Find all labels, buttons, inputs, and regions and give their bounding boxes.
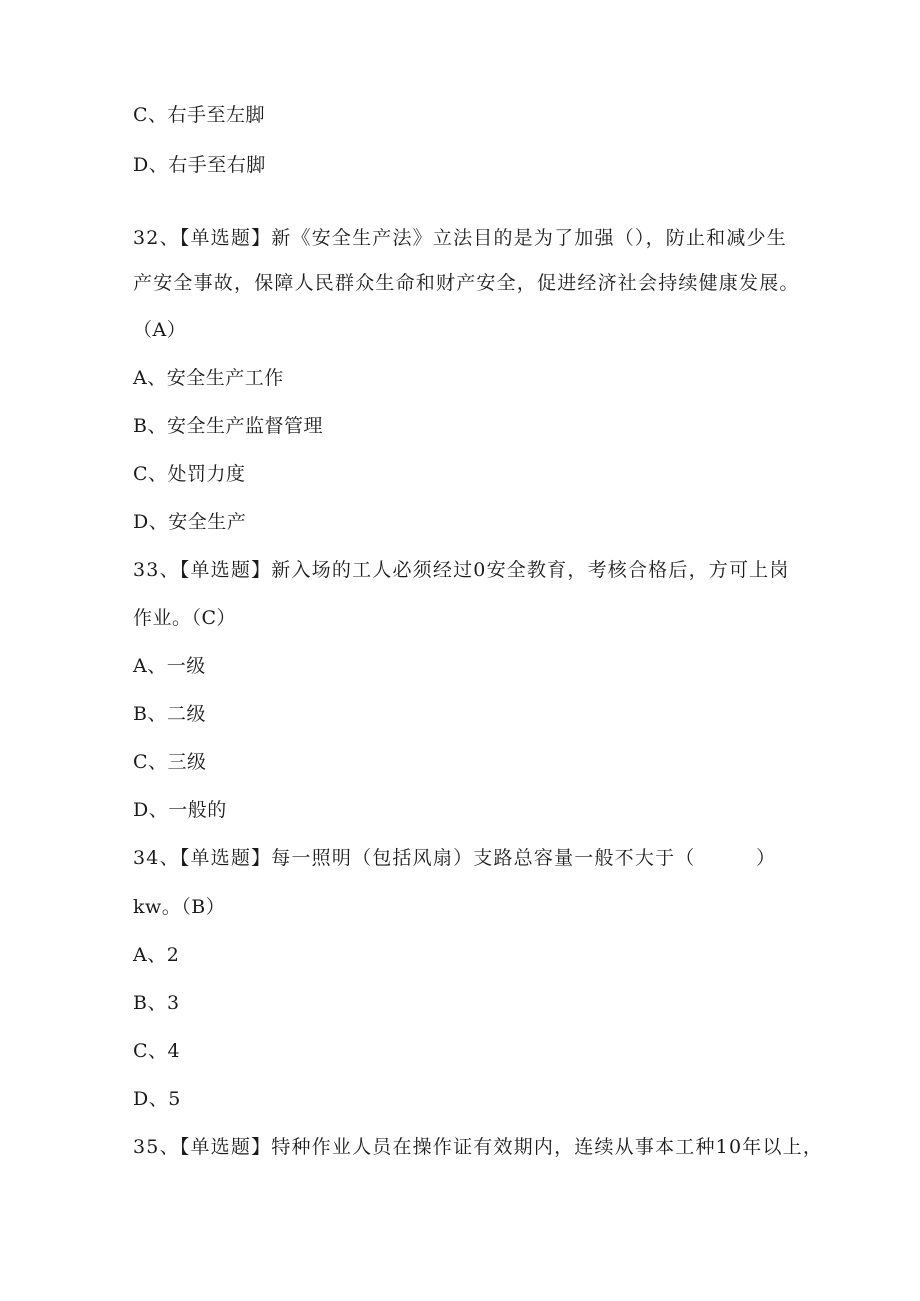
question-32-answer: （A） xyxy=(133,319,187,341)
option-b: B、3 xyxy=(133,992,180,1014)
option-c: C、4 xyxy=(133,1040,181,1062)
option-c: C、右手至左脚 xyxy=(133,104,266,126)
question-33-text-line-2: 作业。（C） xyxy=(133,607,237,629)
question-34-text-line-1: 34、【单选题】每一照明（包括风扇）支路总容量一般不大于（ ） xyxy=(133,847,777,869)
option-d: D、一般的 xyxy=(133,799,227,821)
option-a: A、2 xyxy=(133,944,180,966)
option-b: B、二级 xyxy=(133,703,206,725)
option-a: A、安全生产工作 xyxy=(133,367,284,389)
option-b: B、安全生产监督管理 xyxy=(133,415,323,437)
question-32-text-line-1: 32、【单选题】新《安全生产法》立法目的是为了加强（），防止和减少生 xyxy=(133,227,787,249)
question-35-text-line-1: 35、【单选题】特种作业人员在操作证有效期内，连续从事本工种10年以上， xyxy=(133,1136,824,1158)
question-34-text-line-2: kw。（B） xyxy=(133,896,226,918)
option-d: D、安全生产 xyxy=(133,511,247,533)
option-d: D、右手至右脚 xyxy=(133,154,266,176)
option-c: C、三级 xyxy=(133,751,207,773)
option-a: A、一级 xyxy=(133,655,206,677)
option-d: D、5 xyxy=(133,1088,181,1110)
option-c: C、处罚力度 xyxy=(133,463,246,485)
question-33-text-line-1: 33、【单选题】新入场的工人必须经过0安全教育，考核合格后，方可上岗 xyxy=(133,559,790,581)
question-32-text-line-2: 产安全事故，保障人民群众生命和财产安全，促进经济社会持续健康发展。 xyxy=(133,272,800,294)
